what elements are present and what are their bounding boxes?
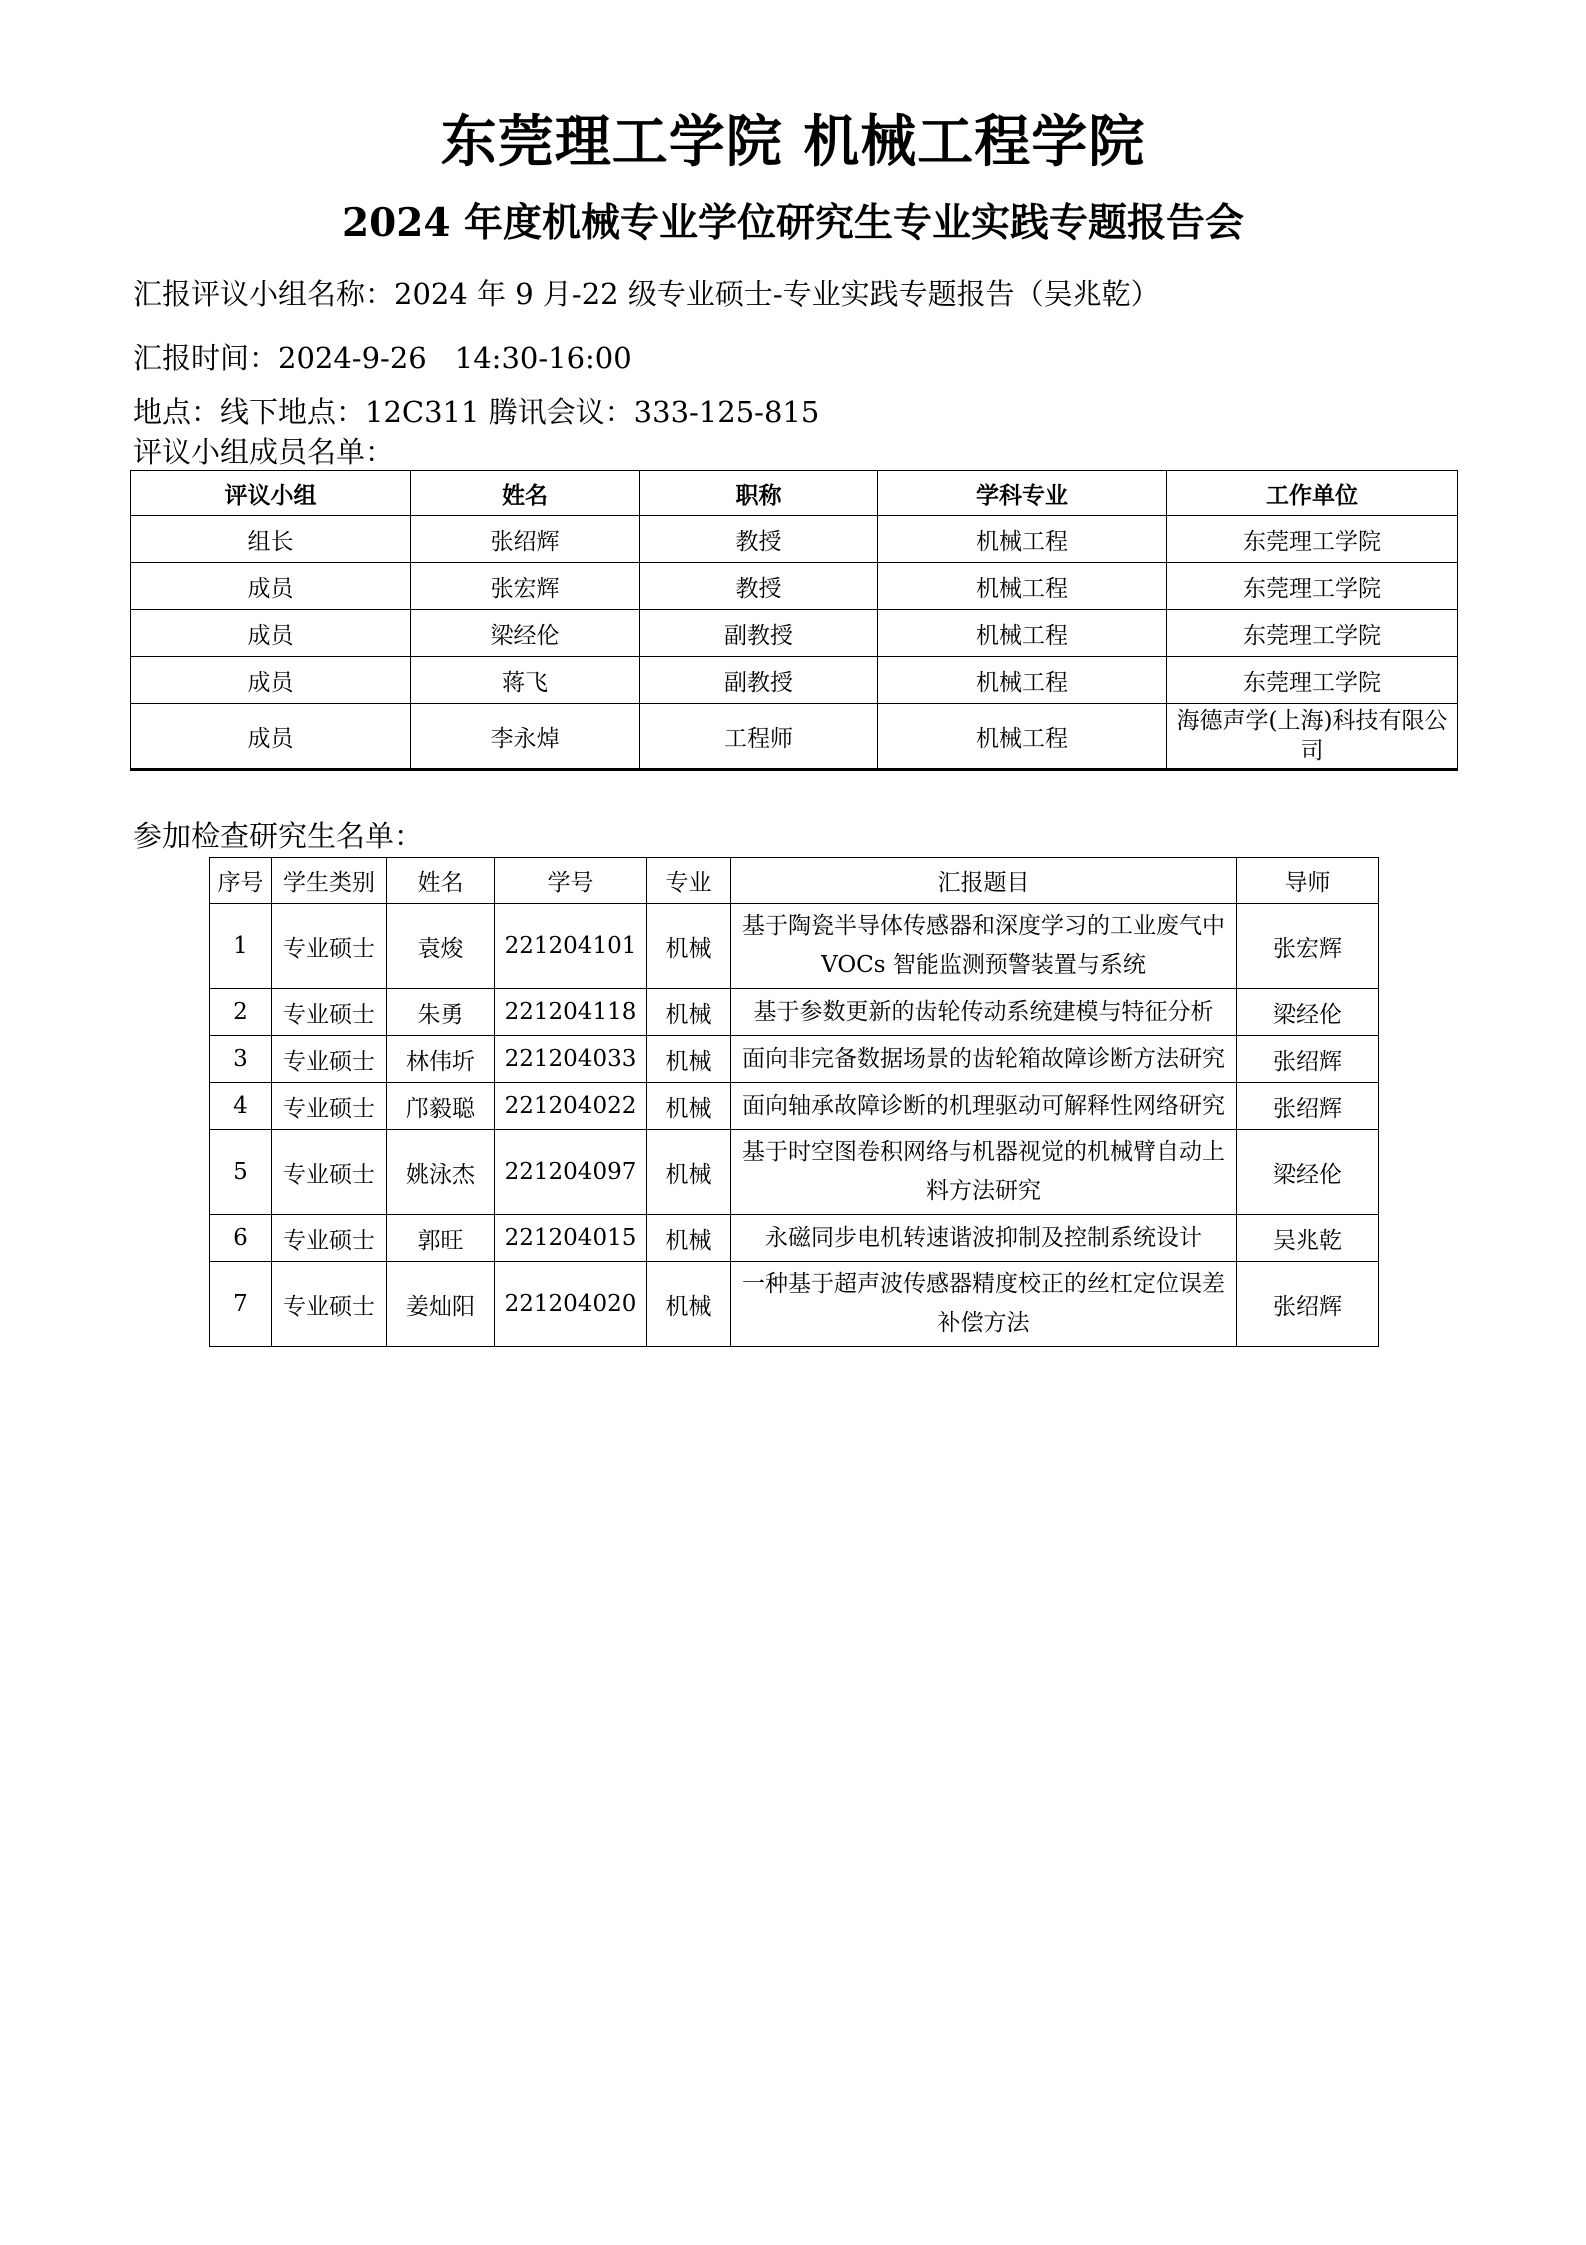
table-row (210, 904, 1379, 989)
report-time-date: 汇报时间：2024-9-26 (133, 341, 427, 375)
table-header-row (131, 471, 1458, 516)
student-id: 221204022 (495, 1083, 647, 1130)
students-table (209, 857, 1379, 1347)
report-topic: 面向非完备数据场景的齿轮箱故障诊断方法研究 (731, 1036, 1237, 1083)
members-heading: 评议小组成员名单： (133, 435, 395, 469)
student-index: 5 (210, 1130, 272, 1215)
student-category: 专业硕士 (272, 1130, 387, 1215)
report-topic: 基于参数更新的齿轮传动系统建模与特征分析 (731, 989, 1237, 1036)
student-major: 机械 (647, 989, 731, 1036)
member-role: 成员 (131, 704, 411, 770)
student-major: 机械 (647, 904, 731, 989)
report-topic: 一种基于超声波传感器精度校正的丝杠定位误差补偿方法 (731, 1262, 1237, 1347)
student-name: 郭旺 (387, 1215, 495, 1262)
report-topic: 基于时空图卷积网络与机器视觉的机械臂自动上料方法研究 (731, 1130, 1237, 1215)
student-category: 专业硕士 (272, 989, 387, 1036)
student-id: 221204020 (495, 1262, 647, 1347)
column-header: 汇报题目 (731, 858, 1237, 904)
report-topic: 基于陶瓷半导体传感器和深度学习的工业废气中VOCs 智能监测预警装置与系统 (731, 904, 1237, 989)
table-row (131, 610, 1458, 657)
column-header: 工作单位 (1167, 471, 1458, 516)
column-header: 学号 (495, 858, 647, 904)
column-header: 学科专业 (878, 471, 1167, 516)
student-index: 4 (210, 1083, 272, 1130)
student-major: 机械 (647, 1083, 731, 1130)
student-name: 邝毅聪 (387, 1083, 495, 1130)
student-name: 姜灿阳 (387, 1262, 495, 1347)
student-name: 袁焌 (387, 904, 495, 989)
student-advisor: 张绍辉 (1237, 1036, 1379, 1083)
member-affiliation: 东莞理工学院 (1167, 610, 1458, 657)
member-title: 教授 (640, 563, 878, 610)
member-name: 李永焯 (411, 704, 640, 770)
page-title: 东莞理工学院 机械工程学院 (440, 110, 1146, 175)
student-category: 专业硕士 (272, 1036, 387, 1083)
report-time-range: 14:30-16:00 (454, 341, 632, 375)
column-header: 导师 (1237, 858, 1379, 904)
table-header-row (210, 858, 1379, 904)
table-row (131, 563, 1458, 610)
report-topic: 面向轴承故障诊断的机理驱动可解释性网络研究 (731, 1083, 1237, 1130)
student-name: 朱勇 (387, 989, 495, 1036)
review-members-table (130, 470, 1458, 771)
member-affiliation: 东莞理工学院 (1167, 563, 1458, 610)
student-advisor: 梁经伦 (1237, 989, 1379, 1036)
table-row (210, 989, 1379, 1036)
student-advisor: 张绍辉 (1237, 1083, 1379, 1130)
student-index: 1 (210, 904, 272, 989)
students-heading: 参加检查研究生名单： (133, 819, 424, 853)
review-group-name: 汇报评议小组名称：2024 年 9 月-22 级专业硕士-专业实践专题报告（吴兆乾） (133, 277, 1160, 311)
report-topic: 永磁同步电机转速谐波抑制及控制系统设计 (731, 1215, 1237, 1262)
member-discipline: 机械工程 (878, 610, 1167, 657)
report-location: 地点：线下地点：12C311 腾讯会议：333-125-815 (133, 395, 820, 429)
student-major: 机械 (647, 1130, 731, 1215)
student-category: 专业硕士 (272, 1083, 387, 1130)
student-id: 221204015 (495, 1215, 647, 1262)
member-name: 梁经伦 (411, 610, 640, 657)
student-name: 林伟圻 (387, 1036, 495, 1083)
student-index: 6 (210, 1215, 272, 1262)
student-id: 221204101 (495, 904, 647, 989)
column-header: 评议小组 (131, 471, 411, 516)
member-title: 工程师 (640, 704, 878, 770)
member-discipline: 机械工程 (878, 516, 1167, 563)
student-index: 7 (210, 1262, 272, 1347)
table-row (131, 657, 1458, 704)
member-role: 成员 (131, 563, 411, 610)
member-title: 副教授 (640, 610, 878, 657)
student-id: 221204097 (495, 1130, 647, 1215)
column-header: 姓名 (411, 471, 640, 516)
student-category: 专业硕士 (272, 1215, 387, 1262)
report-time (133, 336, 632, 377)
table-row (131, 516, 1458, 563)
member-title: 副教授 (640, 657, 878, 704)
column-header: 专业 (647, 858, 731, 904)
student-id: 221204033 (495, 1036, 647, 1083)
student-major: 机械 (647, 1215, 731, 1262)
member-name: 张宏辉 (411, 563, 640, 610)
page-subtitle: 2024 年度机械专业学位研究生专业实践专题报告会 (341, 200, 1245, 246)
student-index: 2 (210, 989, 272, 1036)
student-name: 姚泳杰 (387, 1130, 495, 1215)
table-row (210, 1083, 1379, 1130)
table-row (131, 704, 1458, 770)
member-affiliation: 海德声学(上海)科技有限公司 (1167, 704, 1458, 770)
table-row (210, 1036, 1379, 1083)
student-id: 221204118 (495, 989, 647, 1036)
student-category: 专业硕士 (272, 1262, 387, 1347)
student-index: 3 (210, 1036, 272, 1083)
member-affiliation: 东莞理工学院 (1167, 516, 1458, 563)
member-role: 成员 (131, 610, 411, 657)
column-header: 学生类别 (272, 858, 387, 904)
student-advisor: 吴兆乾 (1237, 1215, 1379, 1262)
column-header: 职称 (640, 471, 878, 516)
student-major: 机械 (647, 1262, 731, 1347)
member-discipline: 机械工程 (878, 704, 1167, 770)
member-title: 教授 (640, 516, 878, 563)
student-category: 专业硕士 (272, 904, 387, 989)
table-row (210, 1130, 1379, 1215)
member-role: 成员 (131, 657, 411, 704)
column-header: 姓名 (387, 858, 495, 904)
member-discipline: 机械工程 (878, 563, 1167, 610)
member-name: 张绍辉 (411, 516, 640, 563)
column-header: 序号 (210, 858, 272, 904)
member-discipline: 机械工程 (878, 657, 1167, 704)
member-name: 蒋飞 (411, 657, 640, 704)
member-role: 组长 (131, 516, 411, 563)
student-advisor: 张绍辉 (1237, 1262, 1379, 1347)
table-row (210, 1262, 1379, 1347)
student-advisor: 梁经伦 (1237, 1130, 1379, 1215)
table-row (210, 1215, 1379, 1262)
member-affiliation: 东莞理工学院 (1167, 657, 1458, 704)
student-advisor: 张宏辉 (1237, 904, 1379, 989)
student-major: 机械 (647, 1036, 731, 1083)
